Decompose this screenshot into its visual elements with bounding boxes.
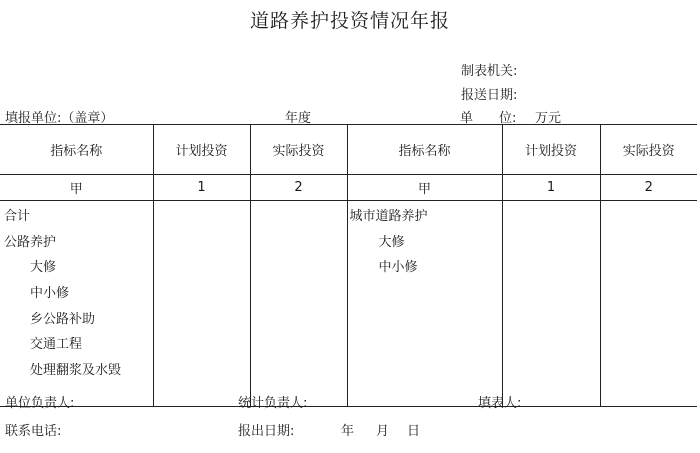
column-code: 甲	[0, 175, 153, 201]
unit-label: 单 位:	[460, 111, 517, 126]
header-actual-investment: 实际投资	[250, 125, 347, 175]
indicator-item: 乡公路补助	[30, 311, 96, 327]
report-date-year: 年	[341, 424, 355, 439]
report-date-month: 月	[376, 424, 390, 439]
indicator-item: 处理翻浆及水毁	[30, 363, 122, 379]
report-title: 道路养护投资情况年报	[249, 10, 450, 32]
right-planned-cell	[502, 201, 600, 407]
indicator-item: 中小修	[378, 260, 418, 276]
indicator-item: 城市道路养护	[349, 209, 428, 224]
right-actual-cell	[600, 201, 697, 407]
report-date-label: 报出日期:	[238, 424, 295, 439]
unit-head-label: 单位负责人:	[5, 396, 75, 411]
left-planned-cell	[153, 201, 250, 407]
data-row	[0, 201, 697, 407]
header-planned-investment: 计划投资	[153, 125, 250, 175]
indicator-item: 中小修	[30, 286, 70, 302]
phone-label: 联系电话:	[5, 424, 62, 439]
indicator-item: 大修	[378, 234, 405, 250]
header-planned-investment: 计划投资	[502, 125, 600, 175]
column-code: 2	[250, 175, 347, 201]
report-date-day: 日	[407, 424, 421, 439]
column-code: 1	[153, 175, 250, 201]
right-indicator-list	[347, 201, 502, 407]
indicator-item: 交通工程	[30, 337, 83, 353]
submission-date-label: 报送日期:	[461, 88, 518, 103]
header-actual-investment: 实际投资	[600, 125, 697, 175]
year-label: 年度	[285, 111, 312, 126]
code-row	[0, 175, 697, 201]
column-code: 1	[502, 175, 600, 201]
reporting-unit-label: 填报单位:（盖章）	[5, 111, 114, 126]
filler-label: 填表人:	[478, 396, 522, 411]
indicator-item: 公路养护	[4, 234, 57, 250]
column-code: 2	[600, 175, 697, 201]
unit-value: 万元	[535, 111, 562, 126]
indicator-item: 合计	[4, 209, 31, 224]
indicator-item: 大修	[30, 260, 57, 276]
investment-table	[0, 124, 697, 407]
column-code: 甲	[347, 175, 502, 201]
left-actual-cell	[250, 201, 347, 407]
compiling-unit-label: 制表机关:	[461, 64, 518, 79]
header-row	[0, 125, 697, 175]
header-indicator-name: 指标名称	[0, 125, 153, 175]
left-indicator-list	[0, 201, 153, 407]
stat-head-label: 统计负责人:	[238, 396, 308, 411]
header-indicator-name: 指标名称	[347, 125, 502, 175]
